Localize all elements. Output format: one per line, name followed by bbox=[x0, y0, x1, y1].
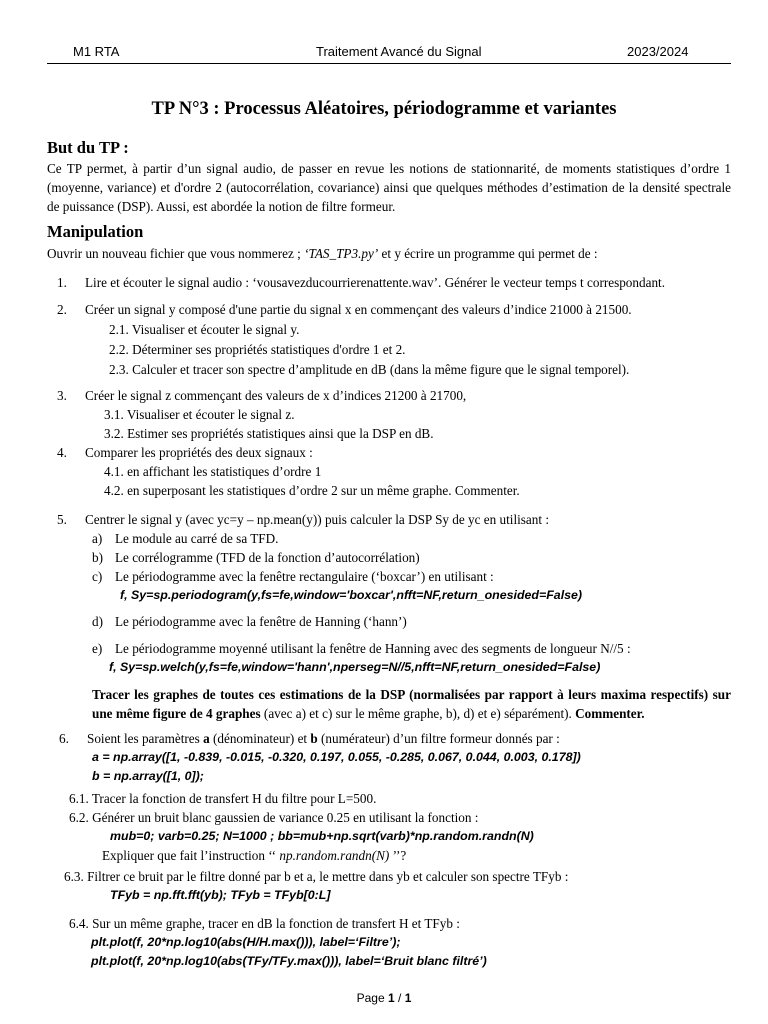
step-text: Soient les paramètres bbox=[87, 731, 204, 746]
item-text: Le périodogramme avec la fenêtre rectangulaire (‘boxcar’) en utilisant : bbox=[115, 569, 494, 584]
instruction-bold: Tracer les graphes de toutes ces estimations de la DSP (normalisées par rapport à leurs maxima respectifs) sur une même figure de 4 graphes bbox=[92, 687, 731, 721]
step-number: 3. bbox=[57, 388, 67, 403]
step-5-e bbox=[47, 639, 731, 658]
substep-6-4: 6.4. Sur un même graphe, tracer en dB la fonction de transfert H et TFyb : bbox=[69, 916, 460, 931]
step-5-a bbox=[47, 529, 731, 548]
step-text: Centrer le signal y (avec yc=y – np.mean(y)) puis calculer la DSP Sy de yc en utilisant : bbox=[85, 512, 549, 527]
step-6 bbox=[47, 729, 731, 748]
param-a: a bbox=[203, 731, 210, 746]
code-fft: TFyb = np.fft.fft(yb); TFyb = TFyb[0:L] bbox=[110, 888, 331, 902]
code-periodogram: f, Sy=sp.periodogram(y,fs=fe,window='boxcar',nfft=NF,return_onesided=False) bbox=[120, 588, 583, 602]
item-letter: c) bbox=[92, 569, 103, 584]
code-welch: f, Sy=sp.welch(y,fs=fe,window='hann',nperseg=N//5,nfft=NF,return_onesided=False) bbox=[109, 660, 601, 674]
step-5-instructions bbox=[47, 685, 731, 723]
but-paragraph: Ce TP permet, à partir d’un signal audio, de passer en revue les notions de stationnarité, de moments statistiques d’ordre 1 (moyenne, variance) et d'ordre 2 (autocorrélation, covariance) ainsi que quelques méthodes d’estimation de la densité spectrale de puissance (DSP). Aussi, est abordée la notion de filtre formeur. bbox=[47, 161, 731, 214]
item-letter: e) bbox=[92, 641, 103, 656]
param-b: b bbox=[310, 731, 318, 746]
step-1 bbox=[47, 273, 731, 292]
step-5-b bbox=[47, 548, 731, 567]
header-subject: Traitement Avancé du Signal bbox=[316, 44, 482, 59]
header-course: M1 RTA bbox=[73, 44, 120, 59]
code-param-b: b = np.array([1, 0]); bbox=[92, 769, 204, 783]
substep-2-1: 2.1. Visualiser et écouter le signal y. bbox=[109, 322, 300, 337]
step-text: Lire et écouter le signal audio : ‘vousavezducourrierenattente.wav’. Générer le vecteur temps t correspondant. bbox=[85, 275, 665, 290]
substep-6-1: 6.1. Tracer la fonction de transfert H du filtre pour L=500. bbox=[69, 791, 377, 806]
intro-text: Ouvrir un nouveau fichier que vous nommerez ; bbox=[47, 246, 305, 261]
step-5-d bbox=[47, 612, 731, 631]
step-5 bbox=[47, 510, 731, 529]
substep-2-2: 2.2. Déterminer ses propriétés statistiques d'ordre 1 et 2. bbox=[109, 342, 406, 357]
header-year: 2023/2024 bbox=[627, 44, 689, 59]
step-3 bbox=[47, 386, 731, 405]
item-letter: b) bbox=[92, 550, 103, 565]
explain-text: Expliquer que fait l’instruction ‘‘ bbox=[102, 848, 280, 863]
step-text: Créer le signal z commençant des valeurs de x d’indices 21200 à 21700, bbox=[85, 388, 467, 403]
section-heading-but: But du TP : bbox=[47, 138, 129, 157]
item-text: Le périodogramme avec la fenêtre de Hanning (‘hann’) bbox=[115, 614, 407, 629]
substep-6-2-explain bbox=[47, 846, 731, 865]
substep-6-2: 6.2. Générer un bruit blanc gaussien de variance 0.25 en utilisant la fonction : bbox=[69, 810, 479, 825]
item-letter: d) bbox=[92, 614, 103, 629]
step-text: Comparer les propriétés des deux signaux : bbox=[85, 445, 313, 460]
page-footer bbox=[0, 991, 768, 1005]
step-4 bbox=[47, 443, 731, 462]
page-separator: / bbox=[394, 991, 405, 1005]
step-2 bbox=[47, 300, 731, 319]
instruction-text: (avec a) et c) sur le même graphe, b), d) et e) séparément). bbox=[260, 706, 576, 721]
substep-3-1: 3.1. Visualiser et écouter le signal z. bbox=[104, 407, 295, 422]
item-text: Le module au carré de sa TFD. bbox=[115, 531, 279, 546]
item-text: Le corrélogramme (TFD de la fonction d’autocorrélation) bbox=[115, 550, 420, 565]
manipulation-intro bbox=[47, 244, 731, 263]
step-5-c bbox=[47, 567, 731, 586]
code-param-a: a = np.array([1, -0.839, -0.015, -0.320, 0.197, 0.055, -0.285, 0.067, 0.044, 0.003, 0.178]) bbox=[92, 750, 581, 764]
document-title: TP N°3 : Processus Aléatoires, périodogramme et variantes bbox=[151, 99, 617, 119]
step-text: (dénominateur) et bbox=[209, 731, 311, 746]
instruction-comment: Commenter. bbox=[575, 706, 645, 721]
item-letter: a) bbox=[92, 531, 103, 546]
step-number: 4. bbox=[57, 445, 67, 460]
step-number: 2. bbox=[57, 302, 67, 317]
step-number: 6. bbox=[59, 731, 69, 746]
explain-text-end: ’’? bbox=[389, 848, 407, 863]
explain-code: np.random.randn(N) bbox=[279, 848, 390, 863]
page-current: 1 bbox=[387, 991, 395, 1005]
code-noise: mub=0; varb=0.25; N=1000 ; bb=mub+np.sqrt(varb)*np.random.randn(N) bbox=[110, 829, 534, 843]
substep-3-2: 3.2. Estimer ses propriétés statistiques ainsi que la DSP en dB. bbox=[104, 426, 434, 441]
substep-6-3: 6.3. Filtrer ce bruit par le filtre donné par b et a, le mettre dans yb et calculer son spectre TFyb : bbox=[64, 869, 569, 884]
section-heading-manipulation: Manipulation bbox=[47, 222, 144, 241]
step-number: 1. bbox=[57, 275, 67, 290]
code-plot-noise: plt.plot(f, 20*np.log10(abs(TFy/TFy.max())), label=‘Bruit blanc filtré’) bbox=[91, 954, 487, 968]
document-body bbox=[47, 137, 731, 971]
intro-text-end: et y écrire un programme qui permet de : bbox=[378, 246, 598, 261]
substep-2-3: 2.3. Calculer et tracer son spectre d’amplitude en dB (dans la même figure que le signal temporel). bbox=[109, 362, 630, 377]
substep-4-1: 4.1. en affichant les statistiques d’ordre 1 bbox=[104, 464, 322, 479]
intro-filename: ‘TAS_TP3.py’ bbox=[304, 246, 379, 261]
item-text: Le périodogramme moyenné utilisant la fenêtre de Hanning avec des segments de longueur N//5 : bbox=[115, 641, 631, 656]
code-plot-filter: plt.plot(f, 20*np.log10(abs(H/H.max())), label=‘Filtre’); bbox=[91, 935, 401, 949]
step-text: Créer un signal y composé d'une partie du signal x en commençant des valeurs d’indice 21000 à 21500. bbox=[85, 302, 632, 317]
page-label: Page bbox=[356, 991, 388, 1005]
step-number: 5. bbox=[57, 512, 67, 527]
step-text: (numérateur) d’un filtre formeur donnés par : bbox=[317, 731, 560, 746]
substep-4-2: 4.2. en superposant les statistiques d’ordre 2 sur un même graphe. Commenter. bbox=[104, 483, 520, 498]
header-rule bbox=[47, 63, 731, 64]
page-total: 1 bbox=[404, 991, 412, 1005]
